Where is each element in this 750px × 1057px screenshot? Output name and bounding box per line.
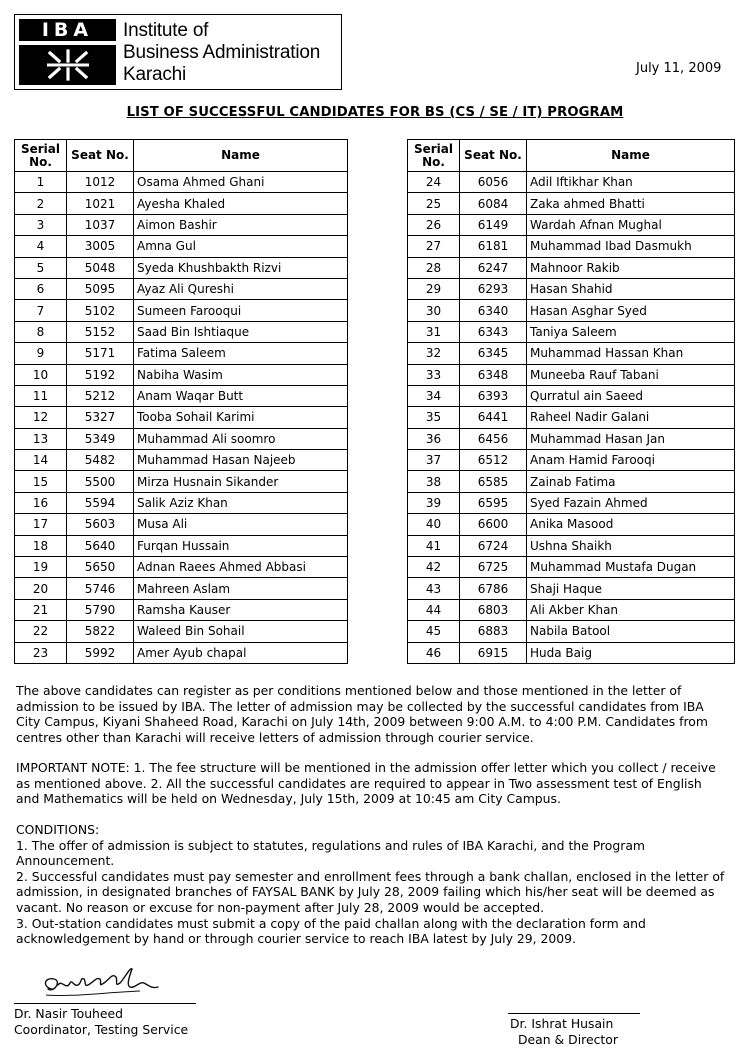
seat-cell: 6345 <box>460 343 527 364</box>
name-cell: Aimon Bashir <box>134 214 348 235</box>
name-cell: Anam Hamid Farooqi <box>527 450 735 471</box>
seat-cell: 5594 <box>67 492 134 513</box>
seat-cell: 6512 <box>460 450 527 471</box>
name-cell: Saad Bin Ishtiaque <box>134 321 348 342</box>
serial-cell: 29 <box>408 278 460 299</box>
seat-cell: 6786 <box>460 578 527 599</box>
table-header-row <box>408 140 735 172</box>
paragraph-line: 3. Out-station candidates must submit a copy of the paid challan along with the declaration form and <box>16 915 646 931</box>
document-title: LIST OF SUCCESSFUL CANDIDATES FOR BS (CS / SE / IT) PROGRAM <box>126 105 624 120</box>
name-cell: Adnan Raees Ahmed Abbasi <box>134 557 348 578</box>
name-cell: Taniya Saleem <box>527 321 735 342</box>
name-cell: Muhammad Mustafa Dugan <box>527 557 735 578</box>
serial-cell: 16 <box>15 492 67 513</box>
paragraph-line: City Campus, Kiyani Shaheed Road, Karachi on July 14th, 2009 between 9:00 A.M. to 4:00 P.M. Candidates from <box>16 714 708 730</box>
seat-cell: 5152 <box>67 321 134 342</box>
seat-cell: 5212 <box>67 385 134 406</box>
seat-cell: 6149 <box>460 214 527 235</box>
logo-wordmark: IBA <box>19 19 116 41</box>
serial-cell: 34 <box>408 385 460 406</box>
serial-cell: 9 <box>15 343 67 364</box>
signatory-name: Dr. Nasir Touheed <box>14 1006 124 1021</box>
serial-cell: 18 <box>15 535 67 556</box>
name-cell: Nabila Batool <box>527 621 735 642</box>
name-cell: Syeda Khushbakth Rizvi <box>134 257 348 278</box>
table-row <box>408 557 735 578</box>
serial-cell: 14 <box>15 450 67 471</box>
letterhead <box>14 14 342 90</box>
table-row <box>408 471 735 492</box>
handwritten-signature-icon <box>40 965 170 1001</box>
serial-cell: 6 <box>15 278 67 299</box>
serial-cell: 26 <box>408 214 460 235</box>
signatory-left <box>14 1006 188 1038</box>
name-cell: Shaji Haque <box>527 578 735 599</box>
serial-cell: 7 <box>15 300 67 321</box>
institution-name <box>123 20 320 86</box>
seat-cell: 6595 <box>460 492 527 513</box>
paragraph-line: IMPORTANT NOTE: 1. The fee structure will be mentioned in the admission offer letter which you collect / receive <box>16 760 716 775</box>
serial-cell: 20 <box>15 578 67 599</box>
serial-cell: 15 <box>15 471 67 492</box>
serial-cell: 12 <box>15 407 67 428</box>
serial-cell: 39 <box>408 492 460 513</box>
signatory-title: Dean & Director <box>518 1032 618 1047</box>
seat-cell: 5095 <box>67 278 134 299</box>
table-row <box>408 535 735 556</box>
serial-cell: 22 <box>15 621 67 642</box>
seat-header: Seat No. <box>67 140 134 172</box>
serial-cell: 24 <box>408 172 460 193</box>
table-row <box>15 407 348 428</box>
serial-header: Serial No. <box>15 140 67 172</box>
seat-cell: 6441 <box>460 407 527 428</box>
name-cell: Muhammad Hassan Khan <box>527 343 735 364</box>
table-row <box>408 578 735 599</box>
seat-cell: 6883 <box>460 621 527 642</box>
seat-cell: 6803 <box>460 599 527 620</box>
serial-cell: 41 <box>408 535 460 556</box>
serial-cell: 25 <box>408 193 460 214</box>
paragraph-line: acknowledgement by hand or through courier service to reach IBA latest by July 29, 2009. <box>16 931 576 947</box>
serial-cell: 11 <box>15 385 67 406</box>
table-row <box>15 578 348 599</box>
seat-cell: 5192 <box>67 364 134 385</box>
table-row <box>15 278 348 299</box>
table-row <box>15 193 348 214</box>
serial-cell: 35 <box>408 407 460 428</box>
table-row <box>15 428 348 449</box>
signatory-right <box>510 1016 618 1048</box>
paragraph-line: as mentioned above. 2. All the successful candidates are required to appear in Two assessment test of English <box>16 775 702 791</box>
seat-cell: 5650 <box>67 557 134 578</box>
name-cell: Ayesha Khaled <box>134 193 348 214</box>
name-cell: Musa Ali <box>134 514 348 535</box>
name-cell: Hasan Asghar Syed <box>527 300 735 321</box>
signatory-name: Dr. Ishrat Husain <box>510 1016 614 1031</box>
seat-cell: 6393 <box>460 385 527 406</box>
serial-cell: 42 <box>408 557 460 578</box>
paragraph-line: admission, in designated branches of FAYSAL BANK by July 28, 2009 failing which his/her seat will be deemed as <box>16 884 715 900</box>
serial-cell: 30 <box>408 300 460 321</box>
seat-cell: 6247 <box>460 257 527 278</box>
name-cell: Muhammad Hasan Jan <box>527 428 735 449</box>
important-note <box>16 760 738 807</box>
name-cell: Fatima Saleem <box>134 343 348 364</box>
name-cell: Ramsha Kauser <box>134 599 348 620</box>
serial-cell: 45 <box>408 621 460 642</box>
seat-cell: 6084 <box>460 193 527 214</box>
name-cell: Wardah Afnan Mughal <box>527 214 735 235</box>
candidates-table-left <box>14 139 348 664</box>
table-row <box>408 257 735 278</box>
name-cell: Raheel Nadir Galani <box>527 407 735 428</box>
paragraph-line: vacant. No reason or excuse for non-payment after July 28, 2009 would be accepted. <box>16 899 545 915</box>
table-row <box>408 214 735 235</box>
conditions-heading: CONDITIONS: <box>16 822 100 837</box>
serial-cell: 28 <box>408 257 460 278</box>
seat-cell: 6600 <box>460 514 527 535</box>
table-row <box>15 257 348 278</box>
table-row <box>408 450 735 471</box>
table-row <box>408 172 735 193</box>
seat-cell: 5102 <box>67 300 134 321</box>
serial-cell: 5 <box>15 257 67 278</box>
name-cell: Nabiha Wasim <box>134 364 348 385</box>
candidates-table-right <box>407 139 735 664</box>
table-row <box>15 343 348 364</box>
seat-cell: 5790 <box>67 599 134 620</box>
table-row <box>408 599 735 620</box>
name-cell: Mirza Husnain Sikander <box>134 471 348 492</box>
serial-cell: 13 <box>15 428 67 449</box>
table-row <box>15 321 348 342</box>
table-row <box>408 236 735 257</box>
paragraph-line: The above candidates can register as per conditions mentioned below and those mentioned in the letter of <box>16 683 682 698</box>
serial-cell: 46 <box>408 642 460 663</box>
name-cell: Anam Waqar Butt <box>134 385 348 406</box>
seat-cell: 5327 <box>67 407 134 428</box>
table-row <box>15 492 348 513</box>
table-row <box>15 172 348 193</box>
table-row <box>15 514 348 535</box>
seat-cell: 3005 <box>67 236 134 257</box>
table-row <box>408 428 735 449</box>
name-cell: Anika Masood <box>527 514 735 535</box>
serial-cell: 1 <box>15 172 67 193</box>
seat-cell: 6181 <box>460 236 527 257</box>
table-row <box>408 278 735 299</box>
name-cell: Mahreen Aslam <box>134 578 348 599</box>
table-row <box>408 300 735 321</box>
name-cell: Amer Ayub chapal <box>134 642 348 663</box>
table-row <box>408 492 735 513</box>
serial-cell: 38 <box>408 471 460 492</box>
table-row <box>15 214 348 235</box>
serial-cell: 27 <box>408 236 460 257</box>
seat-cell: 1037 <box>67 214 134 235</box>
table-row <box>15 236 348 257</box>
seat-cell: 5349 <box>67 428 134 449</box>
serial-cell: 4 <box>15 236 67 257</box>
name-cell: Zaka ahmed Bhatti <box>527 193 735 214</box>
name-header: Name <box>527 140 735 172</box>
serial-cell: 17 <box>15 514 67 535</box>
seat-cell: 5048 <box>67 257 134 278</box>
table-row <box>15 642 348 663</box>
conditions-section <box>16 822 738 947</box>
table-row <box>408 642 735 663</box>
serial-cell: 44 <box>408 599 460 620</box>
seat-cell: 6456 <box>460 428 527 449</box>
name-cell: Qurratul ain Saeed <box>527 385 735 406</box>
serial-cell: 32 <box>408 343 460 364</box>
name-cell: Muneeba Rauf Tabani <box>527 364 735 385</box>
name-cell: Zainab Fatima <box>527 471 735 492</box>
serial-cell: 2 <box>15 193 67 214</box>
table-row <box>15 450 348 471</box>
seat-cell: 5603 <box>67 514 134 535</box>
name-cell: Hasan Shahid <box>527 278 735 299</box>
serial-cell: 37 <box>408 450 460 471</box>
name-cell: Muhammad Ali soomro <box>134 428 348 449</box>
table-row <box>408 193 735 214</box>
name-cell: Osama Ahmed Ghani <box>134 172 348 193</box>
seat-cell: 6585 <box>460 471 527 492</box>
seat-header: Seat No. <box>460 140 527 172</box>
seat-cell: 6348 <box>460 364 527 385</box>
name-cell: Syed Fazain Ahmed <box>527 492 735 513</box>
name-cell: Ali Akber Khan <box>527 599 735 620</box>
institution-line: Karachi <box>123 64 187 85</box>
paragraph-line: admission to be issued by IBA. The letter of admission may be collected by the successful candidates from IBA <box>16 698 704 714</box>
table-row <box>408 385 735 406</box>
serial-cell: 21 <box>15 599 67 620</box>
table-row <box>15 385 348 406</box>
seat-cell: 6343 <box>460 321 527 342</box>
paragraph-line: centres other than Karachi will receive letters of admission through courier service. <box>16 729 534 745</box>
seat-cell: 6724 <box>460 535 527 556</box>
seat-cell: 5482 <box>67 450 134 471</box>
paragraph-line: 1. The offer of admission is subject to statutes, regulations and rules of IBA Karachi, and the Program <box>16 837 645 853</box>
table-row <box>408 407 735 428</box>
seat-cell: 6340 <box>460 300 527 321</box>
registration-paragraph <box>16 683 738 745</box>
serial-cell: 10 <box>15 364 67 385</box>
name-cell: Waleed Bin Sohail <box>134 621 348 642</box>
table-row <box>408 343 735 364</box>
paragraph-line: and Mathematics will be held on Wednesday, July 15th, 2009 at 10:45 am City Campus. <box>16 791 561 807</box>
name-cell: Tooba Sohail Karimi <box>134 407 348 428</box>
table-header-row <box>15 140 348 172</box>
serial-cell: 3 <box>15 214 67 235</box>
institution-line: Institute of <box>123 20 209 41</box>
name-cell: Ushna Shaikh <box>527 535 735 556</box>
seat-cell: 5640 <box>67 535 134 556</box>
document-date: July 11, 2009 <box>636 61 722 76</box>
serial-cell: 36 <box>408 428 460 449</box>
name-cell: Salik Aziz Khan <box>134 492 348 513</box>
name-cell: Mahnoor Rakib <box>527 257 735 278</box>
serial-cell: 43 <box>408 578 460 599</box>
seat-cell: 5992 <box>67 642 134 663</box>
name-header: Name <box>134 140 348 172</box>
table-row <box>15 599 348 620</box>
name-cell: Adil Iftikhar Khan <box>527 172 735 193</box>
serial-cell: 23 <box>15 642 67 663</box>
name-cell: Amna Gul <box>134 236 348 257</box>
table-row <box>408 621 735 642</box>
seat-cell: 6056 <box>460 172 527 193</box>
seat-cell: 6725 <box>460 557 527 578</box>
seat-cell: 5746 <box>67 578 134 599</box>
seat-cell: 1012 <box>67 172 134 193</box>
table-row <box>15 300 348 321</box>
paragraph-line: 2. Successful candidates must pay semester and enrollment fees through a bank challan, enclosed in the letter of <box>16 868 725 884</box>
seat-cell: 6915 <box>460 642 527 663</box>
table-row <box>15 557 348 578</box>
name-cell: Muhammad Ibad Dasmukh <box>527 236 735 257</box>
serial-cell: 31 <box>408 321 460 342</box>
seat-cell: 6293 <box>460 278 527 299</box>
serial-cell: 33 <box>408 364 460 385</box>
signature-line-right <box>508 1013 640 1014</box>
serial-cell: 40 <box>408 514 460 535</box>
serial-cell: 19 <box>15 557 67 578</box>
name-cell: Huda Baig <box>527 642 735 663</box>
iba-logo <box>19 19 116 85</box>
name-cell: Furqan Hussain <box>134 535 348 556</box>
paragraph-line: Announcement. <box>16 853 115 869</box>
signatory-title: Coordinator, Testing Service <box>14 1022 189 1037</box>
table-row <box>408 321 735 342</box>
name-cell: Muhammad Hasan Najeeb <box>134 450 348 471</box>
seat-cell: 5171 <box>67 343 134 364</box>
table-row <box>408 514 735 535</box>
seat-cell: 5822 <box>67 621 134 642</box>
table-row <box>15 471 348 492</box>
institution-line: Business Administration <box>123 42 321 63</box>
serial-cell: 8 <box>15 321 67 342</box>
table-row <box>408 364 735 385</box>
logo-emblem-icon <box>19 45 116 85</box>
signature-line-left <box>14 1003 196 1004</box>
serial-header: Serial No. <box>408 140 460 172</box>
name-cell: Sumeen Farooqui <box>134 300 348 321</box>
table-row <box>15 364 348 385</box>
seat-cell: 1021 <box>67 193 134 214</box>
table-row <box>15 621 348 642</box>
seat-cell: 5500 <box>67 471 134 492</box>
table-row <box>15 535 348 556</box>
name-cell: Ayaz Ali Qureshi <box>134 278 348 299</box>
